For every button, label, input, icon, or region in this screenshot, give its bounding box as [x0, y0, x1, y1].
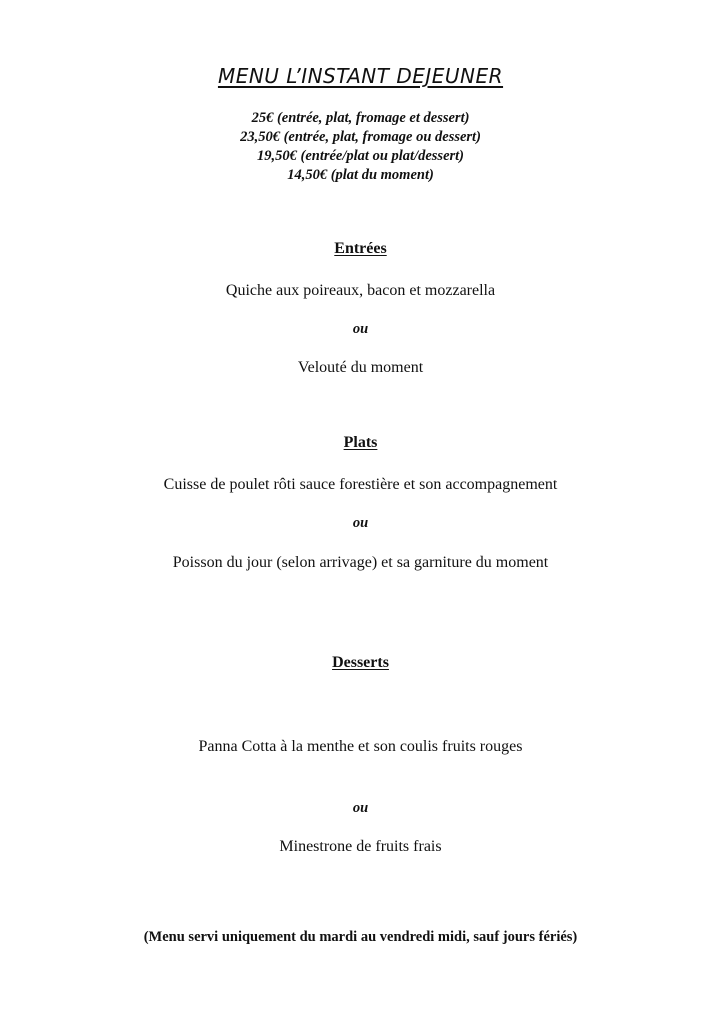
dessert-item: Panna Cotta à la menthe et son coulis fruits rouges	[198, 738, 523, 755]
entree-item: Velouté du moment	[297, 359, 424, 376]
dessert-separator: ou	[352, 800, 369, 816]
dessert-item: Minestrone de fruits frais	[279, 838, 442, 855]
menu-footer-note: (Menu servi uniquement du mardi au vendredi midi, sauf jours fériés)	[143, 929, 578, 945]
plat-item: Poisson du jour (selon arrivage) et sa garniture du moment	[172, 554, 549, 571]
plat-separator: ou	[352, 515, 369, 531]
section-heading-desserts: Desserts	[332, 654, 389, 671]
entree-item: Quiche aux poireaux, bacon et mozzarella	[225, 282, 496, 299]
price-line-dish-of-moment: 14,50€ (plat du moment)	[287, 167, 434, 183]
section-heading-plats: Plats	[343, 434, 378, 451]
plat-item: Cuisse de poulet rôti sauce forestière et son accompagnement	[163, 476, 558, 493]
price-line-cheese-or-dessert: 23,50€ (entrée, plat, fromage ou dessert)	[240, 129, 481, 145]
price-line-two-courses: 19,50€ (entrée/plat ou plat/dessert)	[256, 148, 464, 164]
entree-separator: ou	[352, 321, 369, 337]
price-line-full: 25€ (entrée, plat, fromage et dessert)	[251, 110, 470, 126]
menu-title: MENU L’INSTANT DEJEUNER	[217, 64, 504, 88]
section-heading-entrees: Entrées	[334, 240, 387, 257]
